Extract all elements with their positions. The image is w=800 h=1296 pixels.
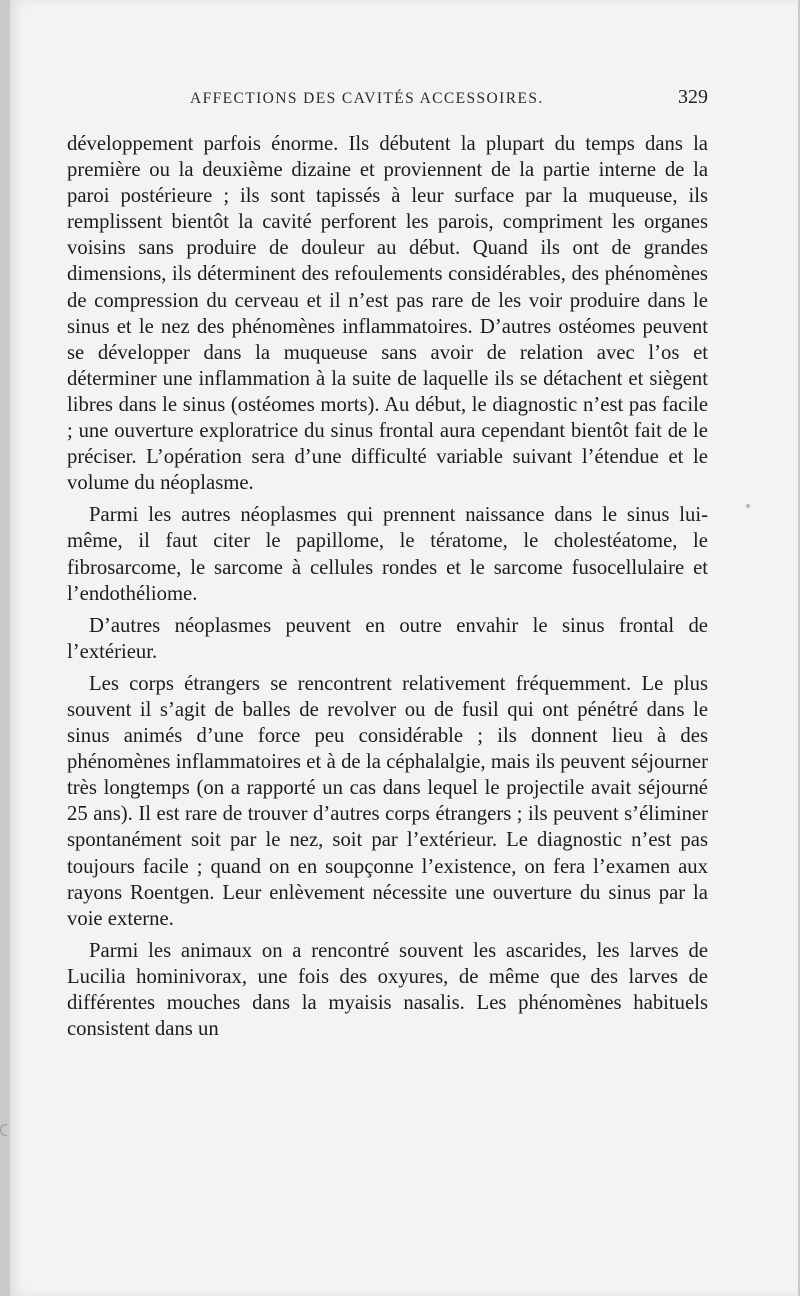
page-body — [67, 131, 708, 1048]
page-header — [10, 88, 798, 118]
paper-speck — [746, 504, 750, 508]
paragraph-other-neoplasms: Parmi les autres néoplasmes qui prennent naissance dans le sinus lui-même, il faut citer le papillome, le tératome, le cholestéatome, le fibrosarcome, le sarcome à cellules rondes et le sarcome fusocellulaire et l’endothéliome. — [67, 504, 708, 605]
paragraph-animals: Parmi les animaux on a rencontré souvent les ascarides, les larves de Lucilia hominivorax, une fois des oxyures, de même que des larves de différentes mouches dans la myaisis nasalis. Les phénomènes habituels consistent dans un — [67, 939, 708, 1041]
book-page — [10, 0, 798, 1296]
paragraph-osteome-continuation: développement parfois énorme. Ils débutent la plupart du temps dans la première ou la deuxième dizaine et proviennent de la partie interne de la paroi postérieure ; ils sont tapissés à leur surface par la muqueuse, ils remplissent bientôt la cavité perforent les parois, compriment les organes voisins sans produire de douleur au début. Quand ils ont de grandes dimensions, ils déterminent des refoulements considérables, des phénomènes de compression du cerveau et il n’est pas rare de les voir produire dans le sinus et le nez des phénomènes inflammatoires. D’autres ostéomes peuvent se développer dans la muqueuse sans avoir de relation avec l’os et déterminer une inflammation à la suite de laquelle ils se détachent et siègent libres dans le sinus (ostéomes morts). Au début, le diagnostic n’est pas facile ; une ouverture exploratrice du sinus frontal aura cependant bientôt fait de le préciser. L’opération sera d’une difficulté variable suivant l’étendue et le volume du néoplasme. — [67, 133, 708, 495]
running-head: AFFECTIONS DES CAVITÉS ACCESSOIRES. — [190, 90, 544, 107]
paragraph-foreign-bodies: Les corps étrangers se rencontrent relativement fréquemment. Le plus souvent il s’agit de balles de revolver ou de fusil qui ont pénétré dans le sinus animés d’une force peu considérable ; ils donnent lieu à des phénomènes inflammatoires et à de la céphalalgie, mais ils peuvent séjourner très longtemps (on a rapporté un cas dans lequel le projectile avait séjourné 25 ans). Il est rare de trouver d’autres corps étrangers ; ils peuvent s’éliminer spontanément soit par le nez, soit par l’extérieur. Le diagnostic n’est pas toujours facile ; quand on en soupçonne l’existence, on fera l’examen aux rayons Roentgen. Leur enlèvement nécessite une ouverture du sinus par la voie externe. — [67, 672, 708, 930]
binding-edge-mark — [0, 1124, 7, 1136]
page-number: 329 — [678, 86, 708, 108]
paragraph-external-invasion: D’autres néoplasmes peuvent en outre envahir le sinus frontal de l’extérieur. — [67, 614, 708, 663]
